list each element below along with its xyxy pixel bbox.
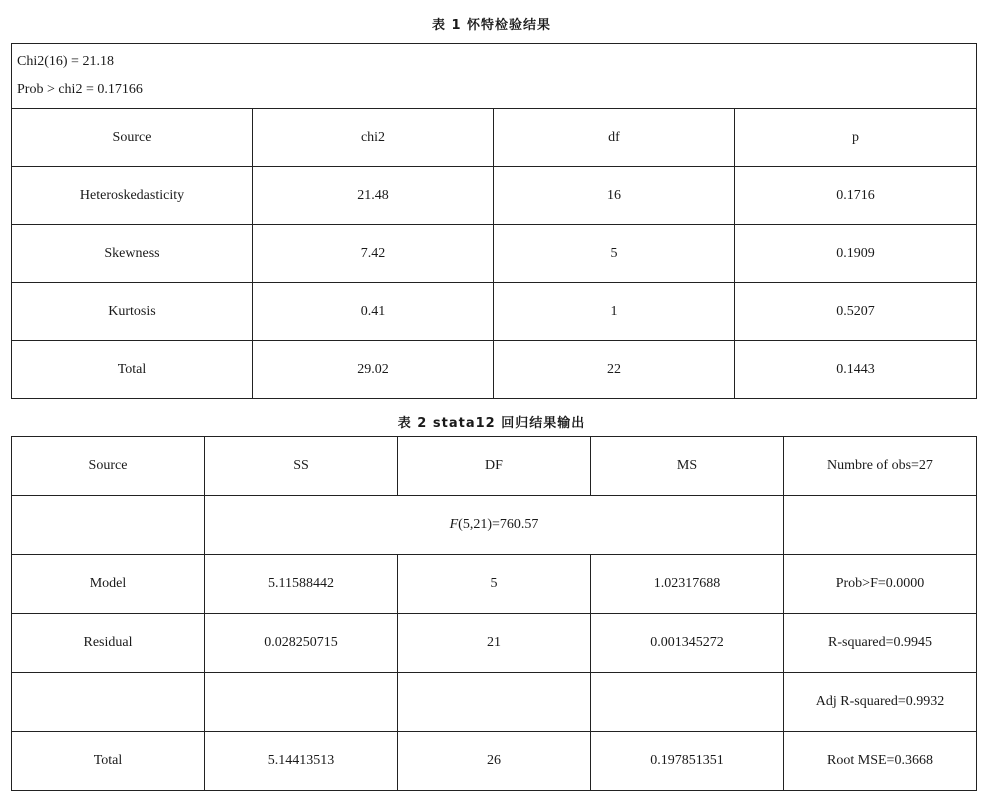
table-cell: Total [12,341,253,399]
table-cell: 21 [398,614,591,673]
col-header: df [494,109,735,167]
f-stat-value: (5,21)=760.57 [458,517,539,532]
table-cell: Heteroskedasticity [12,167,253,225]
table-cell: 0.028250715 [205,614,398,673]
table-cell: 5.11588442 [205,555,398,614]
table-cell: 5 [398,555,591,614]
table-row [12,555,977,614]
prob-line: Prob > chi2 = 0.17166 [17,82,143,97]
col-header: MS [591,437,784,496]
table-cell: 29.02 [253,341,494,399]
table-cell: R-squared=0.9945 [784,614,977,673]
table-cell: 0.5207 [735,283,977,341]
f-stat-cell [205,496,784,555]
table-cell [12,496,205,555]
table-row [12,732,977,791]
table-cell: 0.1909 [735,225,977,283]
table1-header-row [12,109,977,167]
table-row [12,283,977,341]
table-cell: Residual [12,614,205,673]
table-cell: Skewness [12,225,253,283]
col-header: Numbre of obs=27 [784,437,977,496]
col-header: SS [205,437,398,496]
col-header: p [735,109,977,167]
table-cell: 0.41 [253,283,494,341]
f-symbol: F [449,517,459,532]
table-row [12,673,977,732]
table-row [12,614,977,673]
table-cell: 0.001345272 [591,614,784,673]
table-cell: 5.14413513 [205,732,398,791]
table-cell: 0.1716 [735,167,977,225]
table-cell: Model [12,555,205,614]
table-cell [591,673,784,732]
chi2-line: Chi2(16) = 21.18 [17,54,114,69]
table2-caption: 表 2 stata12 回归结果输出 [397,416,586,431]
table-cell: 1.02317688 [591,555,784,614]
table-cell: 26 [398,732,591,791]
table-cell [12,673,205,732]
col-header: chi2 [253,109,494,167]
table-cell: Total [12,732,205,791]
table-cell: 16 [494,167,735,225]
table-cell: Adj R-squared=0.9932 [784,673,977,732]
table-cell: 0.1443 [735,341,977,399]
table-cell: 7.42 [253,225,494,283]
chi2-summary [12,44,977,109]
table-cell: 1 [494,283,735,341]
regression-output-table [11,436,977,791]
table-cell: 21.48 [253,167,494,225]
table-cell: Root MSE=0.3668 [784,732,977,791]
table-row [12,341,977,399]
f-stat-row [12,496,977,555]
col-header: Source [12,437,205,496]
table-cell [398,673,591,732]
white-test-table [11,43,977,399]
table-cell: Prob>F=0.0000 [784,555,977,614]
table-cell: 22 [494,341,735,399]
table-row [12,167,977,225]
table-cell: 5 [494,225,735,283]
table-cell: Kurtosis [12,283,253,341]
col-header: Source [12,109,253,167]
table-cell [205,673,398,732]
table-row [12,225,977,283]
col-header: DF [398,437,591,496]
table-cell: 0.197851351 [591,732,784,791]
table2-header-row [12,437,977,496]
table1-caption: 表 1 怀特检验结果 [431,18,552,33]
table-cell [784,496,977,555]
